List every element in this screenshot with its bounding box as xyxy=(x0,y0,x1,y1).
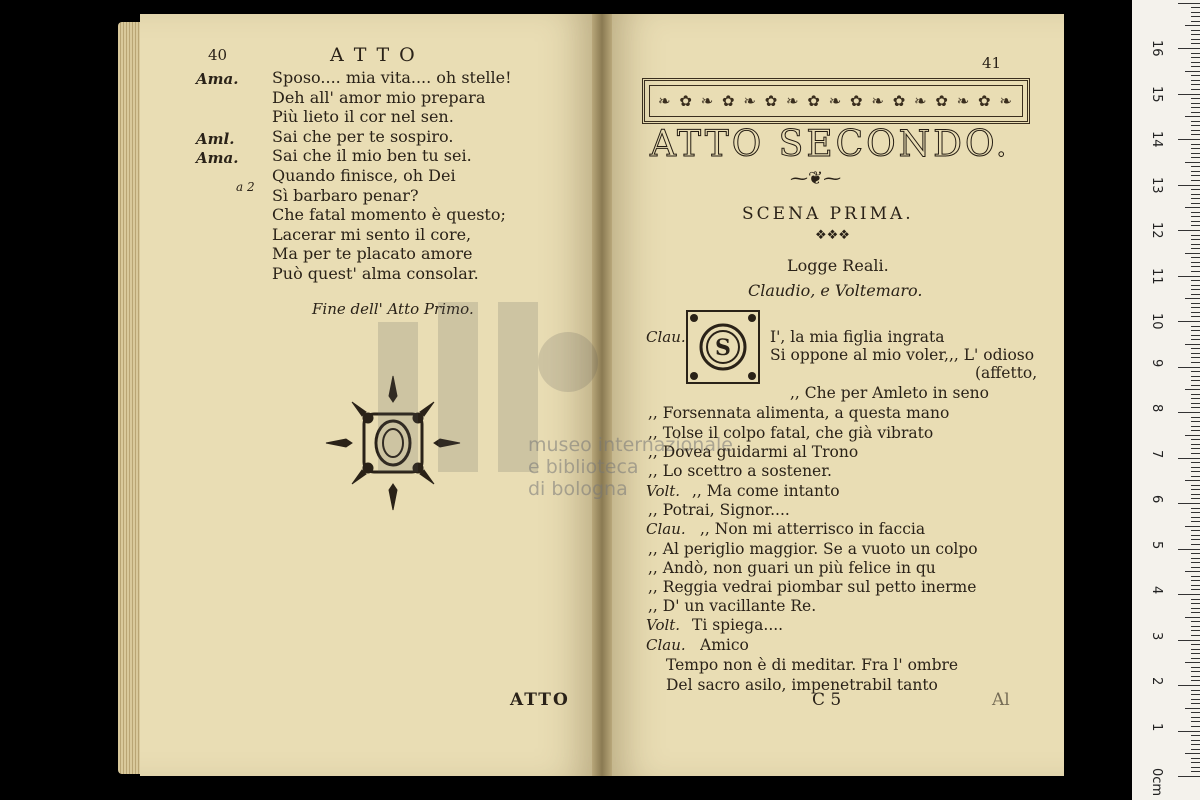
ruler-tick xyxy=(1191,671,1200,672)
ruler-tick xyxy=(1191,444,1200,445)
ruler-tick xyxy=(1191,16,1200,17)
ruler-tick xyxy=(1191,562,1200,563)
ruler-tick xyxy=(1191,635,1200,636)
decorated-initial xyxy=(684,308,762,386)
ruler-tick xyxy=(1191,371,1200,372)
ruler-tick xyxy=(1191,385,1200,386)
verse-line: (affetto, xyxy=(975,364,1038,382)
ruler-tick xyxy=(1191,84,1200,85)
verse-line: Deh all' amor mio prepara xyxy=(272,87,486,107)
ruler-tick xyxy=(1191,244,1200,245)
ruler-tick xyxy=(1178,276,1200,277)
ruler-tick xyxy=(1185,708,1200,709)
verse-line: Può quest' alma consolar. xyxy=(272,264,479,283)
verse-line: Lacerar mi sento il core, xyxy=(272,224,472,244)
characters-line: Claudio, e Voltemaro. xyxy=(748,281,923,300)
ruler-label: 15 xyxy=(1149,85,1164,103)
ruler-tick xyxy=(1191,285,1200,286)
ruler-tick xyxy=(1191,517,1200,518)
verse-line: ,, D' un vacillante Re. xyxy=(648,597,817,615)
ruler-tick xyxy=(1185,71,1200,72)
ruler-tick xyxy=(1185,617,1200,618)
ruler-tick xyxy=(1191,558,1200,559)
ruler-tick xyxy=(1191,453,1200,454)
ruler-tick xyxy=(1191,426,1200,427)
ruler-tick xyxy=(1191,621,1200,622)
scene-title: SCENA PRIMA. xyxy=(742,204,914,224)
ruler-tick xyxy=(1191,589,1200,590)
ruler-tick xyxy=(1191,98,1200,99)
measuring-ruler xyxy=(1132,0,1200,800)
ruler-tick xyxy=(1191,494,1200,495)
ruler-tick xyxy=(1185,662,1200,663)
ruler-tick xyxy=(1185,480,1200,481)
ruler-label: 5 xyxy=(1149,540,1164,549)
ruler-tick xyxy=(1178,230,1200,231)
ruler-label: 12 xyxy=(1149,222,1164,239)
ruler-tick xyxy=(1191,658,1200,659)
signature-mark: C 5 xyxy=(812,690,842,710)
speaker-label: Clau. xyxy=(646,636,686,654)
verse-line: Si oppone al mio voler,,, L' odioso xyxy=(770,346,1035,364)
ruler-tick xyxy=(1178,594,1200,595)
ruler-label: 1 xyxy=(1149,722,1164,731)
ruler-tick xyxy=(1191,612,1200,613)
ruler-tick xyxy=(1185,389,1200,390)
ruler-tick xyxy=(1178,640,1200,641)
ruler-tick xyxy=(1191,767,1200,768)
left-page-number: 40 xyxy=(208,46,228,64)
ruler-tick xyxy=(1191,353,1200,354)
ruler-tick xyxy=(1191,257,1200,258)
verse-line: Ma per te placato amore xyxy=(272,244,473,264)
verse-line: Sì barbaro penar? xyxy=(272,185,419,205)
ruler-tick xyxy=(1191,103,1200,104)
ruler-tick xyxy=(1191,676,1200,677)
speaker-label: Ama. xyxy=(196,70,239,88)
ruler-tick xyxy=(1191,644,1200,645)
ruler-tick xyxy=(1191,235,1200,236)
ruler-tick xyxy=(1191,166,1200,167)
ruler-tick xyxy=(1191,330,1200,331)
ruler-tick xyxy=(1178,412,1200,413)
ruler-tick xyxy=(1191,603,1200,604)
ruler-tick xyxy=(1191,749,1200,750)
ruler-tick xyxy=(1191,439,1200,440)
ruler-tick xyxy=(1191,758,1200,759)
ruler-tick xyxy=(1191,212,1200,213)
ruler-label: 2 xyxy=(1149,677,1164,686)
fine-atto-primo: Fine dell' Atto Primo. xyxy=(312,300,474,318)
ruler-tick xyxy=(1191,262,1200,263)
ruler-label: 4 xyxy=(1149,586,1164,595)
act-title: ATTO SECONDO. xyxy=(650,124,1010,165)
ruler-tick xyxy=(1191,125,1200,126)
ruler-tick xyxy=(1191,12,1200,13)
setting-line: Logge Reali. xyxy=(787,256,889,275)
ruler-tick xyxy=(1178,321,1200,322)
ruler-tick xyxy=(1191,43,1200,44)
ruler-tick xyxy=(1191,680,1200,681)
ruler-tick xyxy=(1191,417,1200,418)
ruler-tick xyxy=(1185,253,1200,254)
ruler-tick xyxy=(1191,690,1200,691)
speaker-label: Volt. xyxy=(646,482,681,500)
ruler-tick xyxy=(1191,498,1200,499)
ruler-tick xyxy=(1191,248,1200,249)
verse-line: ,, Al periglio maggior. Se a vuoto un colpo xyxy=(648,540,978,558)
ruler-tick xyxy=(1185,25,1200,26)
ruler-tick xyxy=(1191,39,1200,40)
verse-line: ,, Lo scettro a sostener. xyxy=(648,462,832,480)
ruler-tick xyxy=(1191,599,1200,600)
verse-line: ,, Ma come intanto xyxy=(692,482,840,500)
ruler-tick xyxy=(1191,649,1200,650)
ruler-tick xyxy=(1191,667,1200,668)
ruler-tick xyxy=(1191,376,1200,377)
ruler-tick xyxy=(1178,185,1200,186)
ruler-tick xyxy=(1191,189,1200,190)
speaker-label: Clau. xyxy=(646,520,686,538)
ruler-tick xyxy=(1191,335,1200,336)
ruler-tick xyxy=(1191,485,1200,486)
speaker-label: Clau. xyxy=(646,328,686,346)
ruler-tick xyxy=(1191,348,1200,349)
ruler-tick xyxy=(1191,289,1200,290)
ruler-tick xyxy=(1191,144,1200,145)
dropcap-letter: S xyxy=(715,335,731,361)
ruler-tick xyxy=(1191,157,1200,158)
ruler-tick xyxy=(1191,280,1200,281)
ornamental-banner: ❧ ✿ ❧ ✿ ❧ ✿ ❧ ✿ ❧ ✿ ❧ ✿ ❧ ✿ ❧ ✿ ❧ xyxy=(642,78,1030,124)
ruler-label: 9 xyxy=(1149,358,1164,367)
ruler-tick xyxy=(1191,130,1200,131)
ruler-tick xyxy=(1191,21,1200,22)
ruler-tick xyxy=(1191,203,1200,204)
ruler-tick xyxy=(1191,530,1200,531)
ruler-tick xyxy=(1191,448,1200,449)
ruler-tick xyxy=(1191,403,1200,404)
verse-line: Tempo non è di meditar. Fra l' ombre xyxy=(666,656,959,674)
verse-line: Quando finisce, oh Dei xyxy=(272,166,456,185)
ruler-tick xyxy=(1178,776,1200,777)
ruler-tick xyxy=(1191,80,1200,81)
right-page-number: 41 xyxy=(982,54,1002,72)
ruler-tick xyxy=(1191,721,1200,722)
verse-line: ,, Dovea guidarmi al Trono xyxy=(648,443,859,461)
ruler-tick xyxy=(1191,476,1200,477)
verse-line: Sposo.... mia vita.... oh stelle! xyxy=(272,68,512,87)
ruler-tick xyxy=(1191,357,1200,358)
ruler-tick xyxy=(1191,112,1200,113)
verse-line: ,, Forsennata alimenta, a questa mano xyxy=(648,404,950,422)
verse-line: Del sacro asilo, impenetrabil tanto xyxy=(666,676,938,694)
ruler-tick xyxy=(1191,467,1200,468)
ruler-tick xyxy=(1191,421,1200,422)
verse-line: Che fatal momento è questo; xyxy=(272,205,506,225)
ruler-tick xyxy=(1191,512,1200,513)
ruler-tick xyxy=(1191,7,1200,8)
ruler-tick xyxy=(1191,89,1200,90)
ruler-tick xyxy=(1178,48,1200,49)
ruler-tick xyxy=(1191,221,1200,222)
ruler-tick xyxy=(1191,34,1200,35)
ruler-tick xyxy=(1191,294,1200,295)
ruler-tick xyxy=(1191,630,1200,631)
ruler-tick xyxy=(1191,307,1200,308)
ruler-tick xyxy=(1178,731,1200,732)
ruler-tick xyxy=(1191,303,1200,304)
ruler-tick xyxy=(1191,198,1200,199)
ruler-tick xyxy=(1191,239,1200,240)
ruler-tick xyxy=(1185,298,1200,299)
ruler-tick xyxy=(1191,771,1200,772)
speaker-label: Aml. xyxy=(196,130,235,148)
speaker-label: Ama. xyxy=(196,149,239,167)
ruler-tick xyxy=(1191,316,1200,317)
scroll-ornament: ⁓❦⁓ xyxy=(790,168,842,189)
ruler-tick xyxy=(1185,344,1200,345)
ruler-tick xyxy=(1185,526,1200,527)
ruler-tick xyxy=(1191,726,1200,727)
ruler-tick xyxy=(1191,398,1200,399)
verse-line: ,, Potrai, Signor.... xyxy=(648,501,790,519)
ruler-tick xyxy=(1191,762,1200,763)
ruler-tick xyxy=(1191,53,1200,54)
verse-line: I', la mia figlia ingrata xyxy=(770,328,945,346)
ruler-tick xyxy=(1191,508,1200,509)
ruler-tick xyxy=(1191,567,1200,568)
ruler-tick xyxy=(1191,121,1200,122)
ruler-tick xyxy=(1191,585,1200,586)
ruler-tick xyxy=(1185,207,1200,208)
right-catchword: Al xyxy=(992,690,1010,710)
ruler-tick xyxy=(1191,653,1200,654)
ruler-tick xyxy=(1191,171,1200,172)
ruler-tick xyxy=(1178,367,1200,368)
ruler-tick xyxy=(1191,216,1200,217)
watermark-line: di bologna xyxy=(528,478,628,500)
ruler-tick xyxy=(1185,116,1200,117)
ruler-tick xyxy=(1191,194,1200,195)
ruler-tick xyxy=(1191,580,1200,581)
ruler-tick xyxy=(1185,435,1200,436)
ruler-tick xyxy=(1191,271,1200,272)
verse-line: ,, Reggia vedrai piombar sul petto inerme xyxy=(648,578,977,596)
ruler-tick xyxy=(1191,362,1200,363)
ruler-tick xyxy=(1191,380,1200,381)
watermark-line: e biblioteca xyxy=(528,456,639,478)
ruler-tick xyxy=(1191,266,1200,267)
verse-line: ,, Che per Amleto in seno xyxy=(790,384,989,402)
ruler-tick xyxy=(1191,30,1200,31)
ruler-label: 16 xyxy=(1149,40,1164,57)
ruler-label: 13 xyxy=(1149,176,1164,194)
ruler-tick xyxy=(1191,407,1200,408)
ruler-label: 3 xyxy=(1149,631,1164,640)
ruler-tick xyxy=(1191,521,1200,522)
small-ornament: ❖❖❖ xyxy=(815,228,850,243)
ruler-tick xyxy=(1191,539,1200,540)
ruler-tick xyxy=(1191,608,1200,609)
ruler-label: 6 xyxy=(1149,495,1164,504)
ruler-tick xyxy=(1191,175,1200,176)
ruler-tick xyxy=(1191,326,1200,327)
ruler-tick xyxy=(1191,134,1200,135)
ruler-tick xyxy=(1191,712,1200,713)
verse-line: Ti spiega.... xyxy=(692,616,784,634)
ruler-tick xyxy=(1191,553,1200,554)
ruler-tick xyxy=(1191,180,1200,181)
ruler-tick xyxy=(1191,66,1200,67)
ruler-tick xyxy=(1178,139,1200,140)
watermark-line: museo internazionale xyxy=(528,434,733,456)
ruler-tick xyxy=(1191,703,1200,704)
ruler-tick xyxy=(1191,339,1200,340)
ruler-tick xyxy=(1191,312,1200,313)
ruler-label: 14 xyxy=(1149,131,1164,148)
ruler-tick xyxy=(1178,458,1200,459)
ruler-tick xyxy=(1178,685,1200,686)
ruler-tick xyxy=(1191,576,1200,577)
ruler-tick xyxy=(1191,107,1200,108)
ruler-label: 8 xyxy=(1149,404,1164,413)
verse-line: ,, Non mi atterrisco in faccia xyxy=(700,520,926,538)
ruler-tick xyxy=(1191,471,1200,472)
ruler-tick xyxy=(1191,535,1200,536)
a2-marker: a 2 xyxy=(236,180,255,194)
ruler-tick xyxy=(1178,549,1200,550)
ruler-tick xyxy=(1191,148,1200,149)
verse-line: Sai che il mio ben tu sei. xyxy=(272,146,472,166)
ruler-tick xyxy=(1191,740,1200,741)
ruler-tick xyxy=(1178,94,1200,95)
ruler-tick xyxy=(1191,225,1200,226)
ruler-label: 7 xyxy=(1149,449,1164,458)
ruler-tick xyxy=(1185,753,1200,754)
ruler-tick xyxy=(1191,544,1200,545)
verse-line: ,, Tolse il colpo fatal, che già vibrato xyxy=(648,424,934,442)
ruler-tick xyxy=(1191,62,1200,63)
ruler-tick xyxy=(1191,75,1200,76)
ruler-tick xyxy=(1191,744,1200,745)
ruler-tick xyxy=(1178,503,1200,504)
ruler-tick xyxy=(1191,57,1200,58)
ruler-tick xyxy=(1185,162,1200,163)
ruler-tick xyxy=(1191,394,1200,395)
ruler-label: 10 xyxy=(1149,313,1164,330)
left-catchword: ATTO xyxy=(510,690,570,710)
ruler-tick xyxy=(1191,626,1200,627)
verse-line: ,, Andò, non guari un più felice in qu xyxy=(648,559,936,577)
verse-line: Più lieto il cor nel sen. xyxy=(272,107,454,127)
speaker-label: Volt. xyxy=(646,616,681,634)
ruler-tick xyxy=(1191,699,1200,700)
ruler-tick xyxy=(1178,3,1200,4)
verse-line: Sai che per te sospiro. xyxy=(272,126,454,146)
ruler-tick xyxy=(1185,571,1200,572)
ruler-tick xyxy=(1191,735,1200,736)
ruler-tick xyxy=(1191,489,1200,490)
verse-line: Amico xyxy=(700,636,749,654)
ruler-tick xyxy=(1191,462,1200,463)
ruler-tick xyxy=(1191,717,1200,718)
ruler-label: 11 xyxy=(1149,267,1164,285)
ruler-tick xyxy=(1191,153,1200,154)
ruler-tick xyxy=(1191,430,1200,431)
left-running-head: A T T O xyxy=(330,44,417,66)
ruler-label: 0cm xyxy=(1149,768,1164,797)
ruler-tick xyxy=(1191,694,1200,695)
